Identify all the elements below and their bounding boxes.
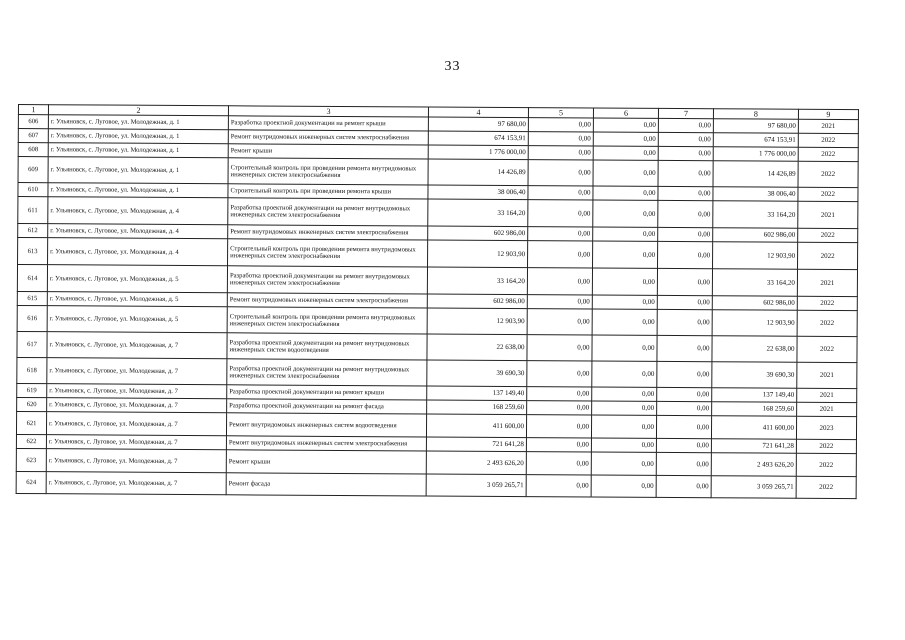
work-type-cell: Строительный контроль при проведении ремонта крыши [228,184,428,199]
work-type-cell: Ремонт фасада [226,473,426,496]
work-type-cell: Ремонт внутридомовых инженерных систем водоотведения [226,413,426,437]
amount-total-cell: 33 164,20 [428,199,528,227]
amount-col6-cell: 0,00 [593,241,658,268]
amount-total-cell: 3 059 265,71 [426,474,526,497]
column-header-9: 9 [798,109,858,119]
year-cell: 2022 [797,296,857,310]
address-cell: г. Ульяновск, с. Луговое, ул. Молодежная, д. 7 [46,449,226,473]
year-cell: 2021 [797,402,857,416]
amount-col6-cell: 0,00 [592,268,657,295]
amount-col8-cell: 721 641,28 [711,439,796,454]
amount-total-cell: 33 164,20 [427,267,527,295]
amount-col5-cell: 0,00 [528,146,593,160]
column-header-8: 8 [713,109,798,120]
register-table [16,104,859,499]
amount-total-cell: 22 638,00 [427,334,527,361]
column-header-6: 6 [593,108,658,118]
amount-col8-cell: 411 600,00 [711,416,796,440]
amount-total-cell: 721 641,28 [426,437,526,452]
amount-col6-cell: 0,00 [592,387,657,401]
address-cell: г. Ульяновск, с. Луговое, ул. Молодежная, д. 7 [47,332,227,359]
year-cell: 2022 [798,187,858,201]
row-number: 612 [18,224,48,238]
address-cell: г. Ульяновск, с. Луговое, ул. Молодежная, д. 7 [46,412,226,436]
year-cell: 2021 [798,119,858,133]
work-type-cell: Ремонт крыши [226,450,426,474]
row-number: 616 [17,305,47,331]
address-cell: г. Ульяновск, с. Луговое, ул. Молодежная, д. 1 [48,143,228,158]
amount-col6-cell: 0,00 [592,295,657,309]
table-row [16,471,856,498]
amount-col5-cell: 0,00 [526,438,591,452]
address-cell: г. Ульяновск, с. Луговое, ул. Молодежная, д. 5 [47,292,227,307]
work-type-cell: Ремонт крыши [228,144,428,159]
amount-col7-cell: 0,00 [657,387,712,401]
amount-col7-cell: 0,00 [658,241,713,268]
amount-total-cell: 38 006,40 [428,185,528,200]
amount-col5-cell: 0,00 [527,268,592,295]
amount-col7-cell: 0,00 [657,361,712,387]
address-cell: г. Ульяновск, с. Луговое, ул. Молодежная, д. 7 [46,435,226,450]
year-cell: 2021 [797,269,857,296]
row-number: 606 [18,115,48,129]
row-number: 623 [16,448,46,471]
year-cell: 2022 [798,161,858,187]
amount-col6-cell: 0,00 [591,415,656,438]
amount-col8-cell: 12 903,90 [712,310,797,337]
amount-col6-cell: 0,00 [593,200,658,227]
address-cell: г. Ульяновск, с. Луговое, ул. Молодежная, д. 4 [48,224,228,239]
amount-total-cell: 602 986,00 [427,294,527,309]
address-cell: г. Ульяновск, с. Луговое, ул. Молодежная, д. 1 [48,183,228,198]
amount-col7-cell: 0,00 [658,146,713,160]
amount-col6-cell: 0,00 [593,132,658,146]
amount-col5-cell: 0,00 [528,132,593,146]
year-cell: 2022 [797,310,857,336]
column-header-7: 7 [658,108,713,118]
row-number: 610 [18,183,48,197]
year-cell: 2021 [798,201,858,228]
amount-col5-cell: 0,00 [527,335,592,361]
year-cell: 2022 [798,133,858,147]
amount-col5-cell: 0,00 [526,452,591,475]
row-number: 620 [17,397,47,411]
work-type-cell: Ремонт внутридомовых инженерных систем электроснабжения [226,436,426,451]
amount-col7-cell: 0,00 [657,295,712,309]
amount-col5-cell: 0,00 [527,309,592,335]
amount-col7-cell: 0,00 [657,268,712,295]
amount-col6-cell: 0,00 [593,118,658,132]
amount-total-cell: 39 690,30 [427,360,527,387]
amount-col8-cell: 2 493 626,20 [711,453,796,477]
amount-total-cell: 1 776 000,00 [428,145,528,160]
work-type-cell: Разработка проектной документации на ремонт крыши [228,116,428,131]
amount-col8-cell: 97 680,00 [713,119,798,134]
work-type-cell: Разработка проектной документации на ремонт внутридомовых инженерных систем электроснабжения [228,198,428,226]
amount-total-cell: 168 259,60 [427,400,527,415]
amount-col8-cell: 168 259,60 [712,402,797,417]
amount-col5-cell: 0,00 [527,401,592,415]
column-header-5: 5 [528,108,593,118]
amount-total-cell: 411 600,00 [426,414,526,438]
address-cell: г. Ульяновск, с. Луговое, ул. Молодежная, д. 1 [48,157,228,184]
amount-total-cell: 12 903,90 [427,308,527,335]
work-type-cell: Разработка проектной документации на ремонт внутридомовых инженерных систем электроснабжения [227,266,427,294]
address-cell: г. Ульяновск, с. Луговое, ул. Молодежная, д. 1 [48,129,228,144]
amount-col5-cell: 0,00 [526,475,591,497]
row-number: 619 [17,383,47,397]
amount-col7-cell: 0,00 [656,452,711,475]
amount-col7-cell: 0,00 [656,415,711,438]
amount-col6-cell: 0,00 [592,335,657,361]
amount-col6-cell: 0,00 [592,401,657,415]
amount-col6-cell: 0,00 [591,438,656,452]
address-cell: г. Ульяновск, с. Луговое, ул. Молодежная, д. 7 [47,358,227,385]
amount-col8-cell: 12 903,90 [713,242,798,270]
amount-col6-cell: 0,00 [593,146,658,160]
amount-col6-cell: 0,00 [593,160,658,186]
amount-col7-cell: 0,00 [658,118,713,132]
year-cell: 2022 [796,439,856,453]
row-number: 622 [16,434,46,448]
amount-col8-cell: 33 164,20 [713,201,798,229]
amount-col6-cell: 0,00 [593,227,658,241]
amount-col7-cell: 0,00 [658,132,713,146]
amount-total-cell: 602 986,00 [428,226,528,241]
amount-col7-cell: 0,00 [657,335,712,361]
address-cell: г. Ульяновск, с. Луговое, ул. Молодежная, д. 4 [48,238,228,266]
year-cell: 2022 [796,476,856,498]
work-type-cell: Строительный контроль при проведении ремонта внутридомовых инженерных систем электроснабжения [228,239,428,267]
row-number: 608 [18,143,48,157]
year-cell: 2022 [798,228,858,242]
amount-col6-cell: 0,00 [591,475,656,497]
amount-col5-cell: 0,00 [527,361,592,387]
row-number: 614 [17,265,47,292]
address-cell: г. Ульяновск, с. Луговое, ул. Молодежная, д. 5 [47,265,227,293]
amount-col7-cell: 0,00 [658,160,713,186]
amount-col8-cell: 3 059 265,71 [711,476,796,499]
work-type-cell: Ремонт внутридомовых инженерных систем электроснабжения [228,130,428,145]
row-number: 607 [18,129,48,143]
column-header-4: 4 [428,107,528,118]
amount-total-cell: 14 426,89 [428,159,528,186]
amount-col5-cell: 0,00 [528,200,593,227]
amount-col6-cell: 0,00 [592,361,657,387]
amount-col5-cell: 0,00 [528,118,593,132]
amount-col7-cell: 0,00 [658,186,713,200]
amount-col5-cell: 0,00 [528,160,593,186]
work-type-cell: Разработка проектной документации на ремонт внутридомовых инженерных систем электроснабжения [227,359,427,386]
amount-col7-cell: 0,00 [656,475,711,497]
amount-total-cell: 674 153,91 [428,131,528,146]
row-number: 618 [17,357,47,383]
year-cell: 2022 [798,147,858,161]
row-number: 613 [18,238,48,265]
amount-col5-cell: 0,00 [528,227,593,241]
address-cell: г. Ульяновск, с. Луговое, ул. Молодежная, д. 7 [47,398,227,413]
amount-total-cell: 97 680,00 [428,117,528,132]
address-cell: г. Ульяновск, с. Луговое, ул. Молодежная, д. 1 [48,115,228,130]
amount-col6-cell: 0,00 [591,452,656,475]
amount-col8-cell: 33 164,20 [712,269,797,297]
work-type-cell: Ремонт внутридомовых инженерных систем электроснабжения [228,225,428,240]
amount-col7-cell: 0,00 [657,401,712,415]
year-cell: 2021 [797,388,857,402]
amount-col8-cell: 602 986,00 [712,296,797,311]
amount-col7-cell: 0,00 [657,309,712,335]
amount-col5-cell: 0,00 [526,415,591,438]
amount-col7-cell: 0,00 [658,227,713,241]
work-type-cell: Строительный контроль при проведении ремонта внутридомовых инженерных систем электроснабжения [227,307,427,334]
amount-col8-cell: 674 153,91 [713,133,798,148]
amount-col7-cell: 0,00 [658,200,713,227]
amount-col8-cell: 1 776 000,00 [713,147,798,162]
amount-col7-cell: 0,00 [656,438,711,452]
work-type-cell: Разработка проектной документации на ремонт крыши [227,385,427,400]
amount-col6-cell: 0,00 [592,309,657,335]
page-number: 33 [444,59,461,74]
work-type-cell: Ремонт внутридомовых инженерных систем электроснабжения [227,293,427,308]
amount-total-cell: 137 149,40 [427,386,527,401]
amount-col8-cell: 602 986,00 [713,228,798,243]
row-number: 617 [17,331,47,357]
amount-col8-cell: 38 006,40 [713,187,798,202]
row-number: 611 [18,197,48,224]
table-body [16,115,858,499]
row-number: 624 [16,471,46,493]
amount-col6-cell: 0,00 [593,186,658,200]
year-cell: 2022 [798,242,858,269]
amount-col5-cell: 0,00 [528,241,593,268]
column-header-2: 2 [48,105,228,116]
column-header-1: 1 [18,105,48,115]
amount-col5-cell: 0,00 [527,295,592,309]
amount-col5-cell: 0,00 [528,186,593,200]
amount-col5-cell: 0,00 [527,387,592,401]
amount-col8-cell: 14 426,89 [713,161,798,188]
year-cell: 2022 [797,336,857,362]
address-cell: г. Ульяновск, с. Луговое, ул. Молодежная, д. 5 [47,306,227,333]
work-type-cell: Разработка проектной документации на ремонт фасада [227,399,427,414]
year-cell: 2023 [796,416,856,439]
row-number: 621 [16,411,46,434]
row-number: 615 [17,291,47,305]
work-type-cell: Строительный контроль при проведении ремонта внутридомовых инженерных систем электроснабжения [228,158,428,185]
year-cell: 2022 [796,453,856,476]
amount-total-cell: 12 903,90 [428,240,528,268]
row-number: 609 [18,157,48,183]
column-header-3: 3 [228,106,428,117]
address-cell: г. Ульяновск, с. Луговое, ул. Молодежная, д. 7 [47,384,227,399]
amount-col8-cell: 137 149,40 [712,388,797,403]
work-type-cell: Разработка проектной документации на ремонт внутридомовых инженерных систем водоотведения [227,333,427,360]
amount-total-cell: 2 493 626,20 [426,451,526,475]
address-cell: г. Ульяновск, с. Луговое, ул. Молодежная, д. 7 [46,472,226,495]
year-cell: 2021 [797,362,857,388]
address-cell: г. Ульяновск, с. Луговое, ул. Молодежная, д. 4 [48,197,228,225]
amount-col8-cell: 22 638,00 [712,336,797,363]
amount-col8-cell: 39 690,30 [712,362,797,389]
